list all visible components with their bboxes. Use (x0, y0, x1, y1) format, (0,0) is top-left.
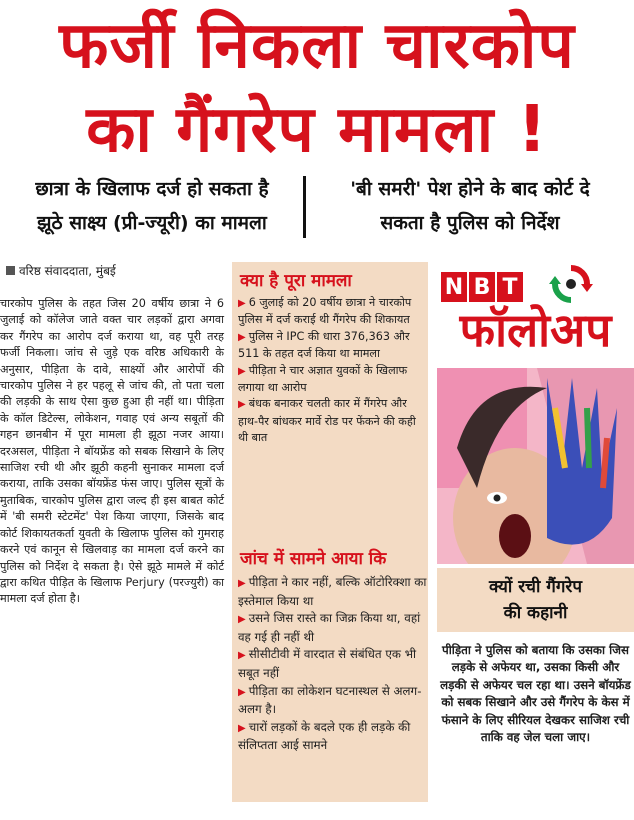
subdeck-left-line-1: छात्रा के खिलाफ दर्ज हो सकता है (35, 178, 269, 200)
headline-line-1: फर्जी निकला चारकोप (59, 9, 575, 83)
followup-title: फॉलोअप (459, 303, 612, 357)
list-item: ▶ पीड़िता का लोकेशन घटनास्थल से अलग-अलग है। (238, 683, 422, 717)
nbt-brand (441, 272, 525, 302)
main-story: चारकोप पुलिस के तहत जिस 20 वर्षीय छात्रा ने 6 जुलाई को कॉलेज जाते वक्त चार लड़कों द्वारा अगवा कर गैंगरेप का आरोप दर्ज कराया था, वह पूरी तरह फर्जी निकला। जांच से जुड़े एक वरिष्ठ अधिकारी के अनुसार, पीड़िता के दावे, साक्ष्यों और आरोपों की चारकोप पुलिस ने हर पहलू से जांच की, तो पता चला की लड़की के साथ ऐसा कुछ हुआ ही नहीं था। पीड़िता के कॉल डिटेल्स, लोकेशन, गवाह एवं अन्य सबूतों की गहन छानबीन में पूरा मामला ही झूठा नजर आया। दरअसल, पीड़िता ने बॉयफ्रेंड को सबक सिखाने के लिए साजिश रची थी और झूठी कहनी सुनाकर मामला दर्ज कराया, ताकि उसका बॉयफ्रेंड फंस जाए। पुलिस सूत्रों के मुताबिक, चारकोप पुलिस द्वारा जल्द ही इस बाबत कोर्ट में 'बी समरी स्टेटमेंट' पेश किया जाएगा, जिसके बाद कोर्ट शिकायतकर्ता युवती के खिलाफ पुलिस को गुमराह करने एवं कानून से खिलवाड़ का मामला दर्ज करने का पुलिस को निर्देश दे सकता है। ऐसे झूठे मामले में कोर्ट द्वारा कथित पीड़ित के खिलाफ Perjury (परज्युरी) का मामला दर्ज होता है। (0, 297, 224, 606)
byline-square-icon (6, 266, 15, 275)
list-item: ▶ पुलिस ने IPC की धारा 376,363 और 511 के तहत दर्ज किया था मामला (238, 329, 410, 361)
why-heading-box (437, 568, 634, 632)
box2-points (232, 574, 440, 755)
headline-line-2: का गैंगरेप मामला ! (86, 93, 548, 167)
subdeck-right-line-1: 'बी समरी' पेश होने के बाद कोर्ट दे (350, 178, 590, 200)
followup-arrows-icon (541, 262, 601, 306)
box1-heading: क्या है पूरा मामला (240, 271, 352, 291)
box1-points (232, 295, 428, 447)
triangle-bullet-icon: ▶ (238, 650, 246, 662)
triangle-bullet-icon: ▶ (238, 578, 246, 589)
list-item: ▶ चारों लड़कों के बदले एक ही लड़के की संलिप्तता आई सामने (238, 719, 411, 753)
triangle-bullet-icon: ▶ (238, 722, 246, 734)
triangle-bullet-icon: ▶ (238, 365, 246, 377)
brand-letter-n: N (441, 272, 467, 302)
subdeck-right-line-2: सकता है पुलिस को निर्देश (380, 212, 560, 234)
list-item: ▶ पीड़िता ने कार नहीं, बल्कि ऑटोरिक्शा का इस्तेमाल किया था (238, 575, 427, 608)
brand-letter-b: B (469, 272, 495, 302)
triangle-bullet-icon: ▶ (238, 331, 246, 343)
triangle-bullet-icon: ▶ (238, 686, 246, 698)
facts-box (232, 262, 428, 802)
brand-letter-t: T (497, 272, 523, 302)
triangle-bullet-icon: ▶ (238, 298, 246, 309)
subdeck-left (2, 172, 302, 240)
subdeck-right (306, 172, 634, 240)
illustration-image (437, 368, 634, 564)
list-item: ▶ बंधक बनाकर चलती कार में गैंगरेप और हाथ-पैर बांधकर मार्वे रोड पर फेंकने की कही थी बात (238, 397, 416, 445)
box2-heading: जांच में सामने आया कि (240, 549, 387, 569)
byline-text: वरिष्ठ संवाददाता, मुंबई (19, 264, 116, 278)
list-item: ▶ पीड़िता ने चार अज्ञात युवकों के खिलाफ लगाया था आरोप (238, 363, 408, 395)
list-item: ▶ सीसीटीवी में वारदात से संबंधित एक भी सबूत नहीं (238, 647, 417, 680)
triangle-bullet-icon: ▶ (238, 399, 246, 411)
why-heading-line-1: क्यों रची गैंगरेप (488, 577, 583, 597)
why-story: पीड़िता ने पुलिस को बताया कि उसका जिस लड़के से अफेयर था, उसका किसी और लड़की से अफेयर चल रहा था। उसने बॉयफ्रेंड को सबक सिखाने और उसे गैंगरेप के केस में फंसाने के लिए सीरियल देखकर साजिश रची ताकि वह जेल चला जाए। (440, 643, 631, 745)
byline (6, 262, 116, 279)
why-heading-line-2: की कहानी (503, 603, 568, 623)
subdeck-left-line-2: झूठे साक्ष्य (प्री-ज्यूरी) का मामला (37, 212, 267, 234)
list-item: ▶ 6 जुलाई को 20 वर्षीय छात्रा ने चारकोप पुलिस में दर्ज कराई थी गैंगरेप की शिकायत (238, 296, 412, 327)
triangle-bullet-icon: ▶ (238, 614, 246, 626)
list-item: ▶ उसने जिस रास्ते का जिक्र किया था, वहां वह गई ही नहीं थी (238, 611, 421, 644)
